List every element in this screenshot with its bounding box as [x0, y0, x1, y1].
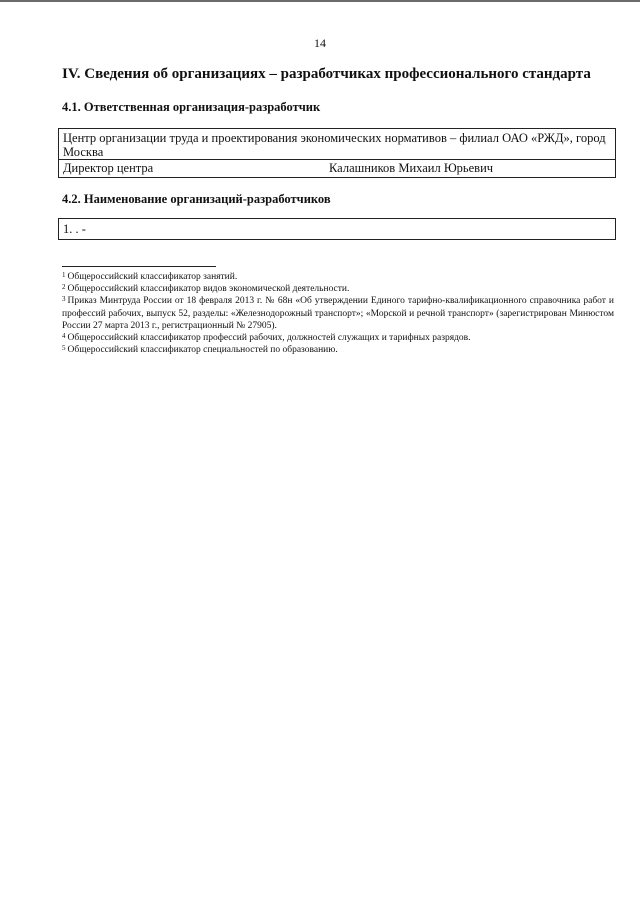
signer-row — [59, 160, 615, 177]
footnote-text: Общероссийский классификатор занятий. — [67, 272, 238, 282]
page-number: 14 — [314, 36, 326, 50]
footnote-number: 1 — [62, 271, 66, 279]
footnote — [62, 295, 614, 332]
footnote — [62, 283, 614, 295]
footnote-number: 5 — [62, 344, 66, 353]
footnote-text: Общероссийский классификатор видов экономической деятельности. — [67, 284, 350, 295]
footnote-text: Приказ Минтруда России от 18 февраля 2013 г. № 68н «Об утверждении Единого тарифно-квалификационного справочника работ и профессий рабочих, выпуск 52, разделы: «Железнодорожный транспорт»; «Морской и речной транспорт» (зарегистрирован Минюстом России 27 марта 2013 г., регистрационный № 27905). — [62, 296, 614, 331]
footnote — [62, 332, 614, 344]
footnote-separator — [62, 266, 216, 267]
subsection-2-title: 4.2. Наименование организаций-разработчиков — [62, 192, 331, 206]
scan-edge-line — [0, 0, 640, 2]
footnote-number: 3 — [62, 295, 66, 304]
section-title: IV. Сведения об организациях – разработчиках профессионального стандарта — [62, 66, 591, 82]
subsection-1-title: 4.1. Ответственная организация-разработчик — [62, 100, 321, 114]
footnote — [62, 344, 614, 356]
organization-name: Центр организации труда и проектирования экономических нормативов – филиал ОАО «РЖД», город Москва — [59, 129, 615, 160]
footnote-number: 2 — [62, 283, 66, 292]
developer-organizations-table — [58, 218, 616, 240]
developer-item-1: 1. . - — [63, 222, 86, 236]
footnote — [62, 271, 614, 283]
responsible-organization-table — [58, 128, 616, 178]
footnotes — [62, 271, 614, 356]
footnote-text: Общероссийский классификатор специальностей по образованию. — [67, 345, 338, 356]
footnote-number: 4 — [62, 332, 66, 341]
signer-name: Калашников Михаил Юрьевич — [329, 161, 494, 175]
footnote-text: Общероссийский классификатор профессий рабочих, должностей служащих и тарифных разрядов. — [67, 333, 471, 344]
signer-role: Директор центра — [63, 161, 154, 175]
